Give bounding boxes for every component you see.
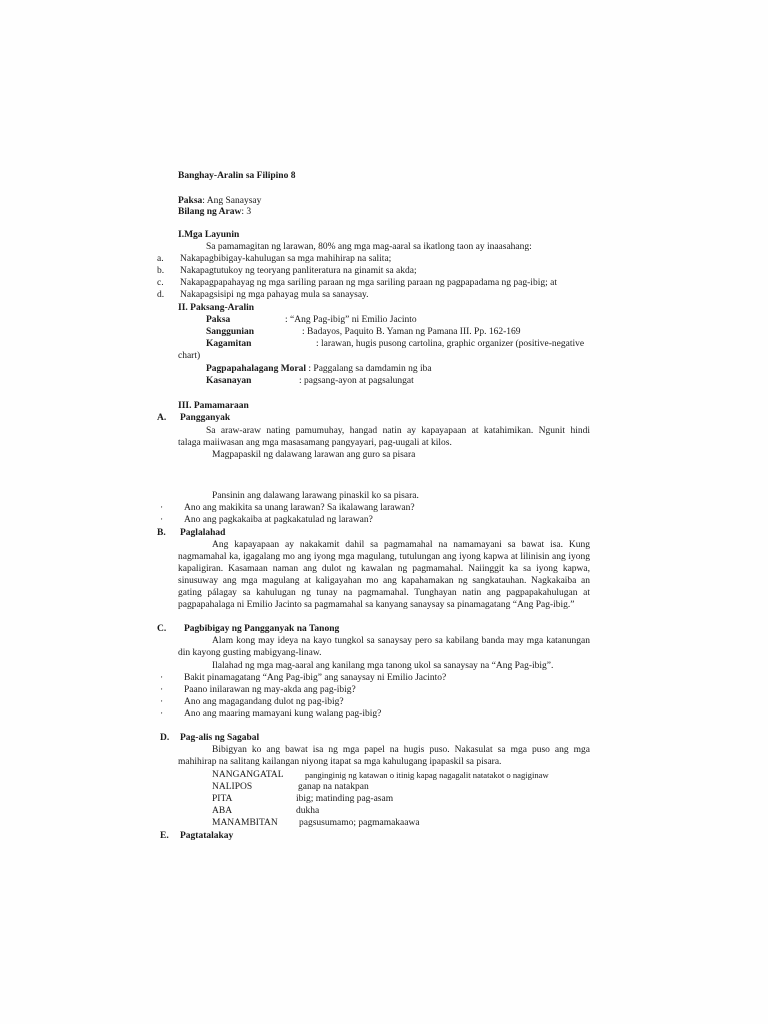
vocab-meaning: dukha xyxy=(296,806,320,816)
a-question-bullet: · xyxy=(160,515,164,525)
pa-moral-value: : Paggalang sa damdamin ng iba xyxy=(308,364,432,374)
c-question-2: Paano inilarawan ng may-akda ang pag-ibig? xyxy=(184,685,356,695)
vocab-meaning: pagsusumamo; pagmamakaawa xyxy=(299,818,420,828)
layunin-item-b: Nakapagtutukoy ng teoryang panliteratura na ginamit sa akda; xyxy=(180,266,417,276)
a-question-bullet: · xyxy=(160,503,164,513)
section-c-marker: C. xyxy=(157,624,167,634)
layunin-marker-a: a. xyxy=(157,254,164,264)
section-d-heading: Pag-alis ng Sagabal xyxy=(180,733,260,743)
layunin-marker-d: d. xyxy=(157,290,165,300)
a-instruction: Magpapaskil ng dalawang larawan ang guro sa pisara xyxy=(212,450,416,460)
paksang-aralin-heading: II. Paksang-Aralin xyxy=(178,303,255,313)
layunin-intro: Sa pamamagitan ng larawan, 80% ang mga mag-aaral sa ikatlong taon ay inaasahang: xyxy=(206,242,532,252)
c-line-2: din kayong gusting mabigyang-linaw. xyxy=(178,648,322,658)
pa-sanggunian-label: Sanggunian xyxy=(206,327,255,337)
d-line-2: mahihirap na salitang kailangan niyong itapat sa mga kahulugang ipapaskil sa pisara. xyxy=(178,757,502,767)
pa-kagamitan-label: Kagamitan xyxy=(206,339,252,349)
vocab-meaning: ibig; matinding pag-asam xyxy=(296,794,394,804)
vocab-word: ABA xyxy=(212,806,233,816)
a-question-2: Ano ang pagkakaiba at pagkakatulad ng larawan? xyxy=(184,515,373,525)
vocab-word: MANAMBITAN xyxy=(212,818,278,828)
c-question-1: Bakit pinamagatang “Ang Pag-ibig” ang sanaysay ni Emilio Jacinto? xyxy=(184,673,447,683)
c-line-3: Ilalahad ng mga mag-aaral ang kanilang mga tanong ukol sa sanaysay na “Ang Pag-ibig”. xyxy=(212,661,554,671)
vocab-meaning: ganap na natakpan xyxy=(298,782,369,792)
vocab-word: NALIPOS xyxy=(212,782,253,792)
pa-moral-label: Pagpapahalagang Moral xyxy=(206,364,307,374)
a-question-1: Ano ang makikita sa unang larawan? Sa ikalawang larawan? xyxy=(184,503,415,513)
vocab-word: NANGANGATAL xyxy=(212,770,284,780)
b-line: Ang kapayapaan ay nakakamit dahil sa pagmamahal na namamayani sa bawat isa. Kung xyxy=(212,540,590,550)
pa-kagamitan-value: : larawan, hugis pusong cartolina, graphic organizer (positive-negative xyxy=(316,339,585,349)
bilang-value: : 3 xyxy=(241,207,252,217)
pa-kasanayan-label: Kasanayan xyxy=(206,376,252,386)
c-question-bullet: · xyxy=(160,673,164,683)
pa-sanggunian-value: : Badayos, Paquito B. Yaman ng Pamana III. Pp. 162-169 xyxy=(302,327,521,337)
section-e-heading: Pagtatalakay xyxy=(180,831,234,841)
vocab-word: PITA xyxy=(212,794,233,804)
bilang-line xyxy=(178,206,251,218)
layunin-item-d: Nakapagsisipi ng mga pahayag mula sa sanaysay. xyxy=(180,290,369,300)
a-paragraph-line-2: talaga maiiwasan ang mga masasamang pangyayari, pag-uugali at kilos. xyxy=(178,438,452,448)
section-d-marker: D. xyxy=(160,733,170,743)
pamamaraan-heading: III. Pamamaraan xyxy=(178,401,249,411)
document-title: Banghay-Aralin sa Filipino 8 xyxy=(178,171,296,181)
layunin-marker-b: b. xyxy=(157,266,165,276)
c-line-1: Alam kong may ideya na kayo tungkol sa sanaysay pero sa kabilang banda may mga katanungan xyxy=(212,636,590,646)
d-line-1: Bibigyan ko ang bawat isa ng mga papel na hugis puso. Nakasulat sa mga puso ang mga xyxy=(212,745,590,755)
b-line: gating pálagay sa kahulugan ng tunay na pagmamahal. Tunghayan natin ang pagpapakahulugan at xyxy=(178,588,590,598)
c-question-bullet: · xyxy=(160,709,164,719)
pa-moral-line xyxy=(206,363,432,375)
b-line: sinusuway ang mga magulang at kaligayahan mo ang kapahamakan ng sangkatauhan. Nagkakaiba an xyxy=(178,576,590,586)
section-c-heading: Pagbibigay ng Pangganyak na Tanong xyxy=(184,624,340,634)
section-b-heading: Paglalahad xyxy=(180,528,226,538)
layunin-marker-c: c. xyxy=(157,278,164,288)
c-question-bullet: · xyxy=(160,685,164,695)
section-a-marker: A. xyxy=(157,413,167,423)
a-paragraph-line-1: Sa araw-araw nating pamumuhay, hangad natin ay kapayapaan at katahimikan. Ngunit hindi xyxy=(206,426,590,436)
c-question-3: Ano ang magagandang dulot ng pag-ibig? xyxy=(184,697,344,707)
paksa-value: : Ang Sanaysay xyxy=(202,196,262,206)
section-e-marker: E. xyxy=(160,831,169,841)
a-observe-line: Pansinin ang dalawang larawang pinaskil ko sa pisara. xyxy=(212,491,419,501)
c-question-4: Ano ang maaring mamayani kung walang pag-ibig? xyxy=(184,709,382,719)
pa-kagamitan-cont: chart) xyxy=(178,351,201,361)
section-a-heading: Pangganyak xyxy=(180,413,231,423)
layunin-heading: I.Mga Layunin xyxy=(178,230,240,240)
paksa-label: Paksa xyxy=(178,196,203,206)
layunin-item-c: Nakapagpapahayag ng mga sariling paraan ng mga sariling paraan ng pagpapadama ng pag-ibig; at xyxy=(180,278,557,288)
section-b-marker: B. xyxy=(157,528,166,538)
b-line: pagpapahalaga ni Emilio Jacinto sa pagmamahal sa kanyang sanaysay sa pinamagatang “Ang Pag-ibig.” xyxy=(178,600,575,610)
pa-paksa-value: : “Ang Pag-ibig” ni Emilio Jacinto xyxy=(285,315,417,325)
b-line: nagmamahal ka, igagalang mo ang iyong mga magulang, tutulungan ang iyong kapwa at lilinisin ang iyong xyxy=(178,552,590,562)
c-question-bullet: · xyxy=(160,697,164,707)
bilang-label: Bilang ng Araw xyxy=(178,207,242,217)
pa-kasanayan-value: : pagsang-ayon at pagsalungat xyxy=(299,376,414,386)
pa-paksa-label: Paksa xyxy=(206,315,231,325)
b-line: kapaligiran. Kasamaan naman ang dulot ng kawalan ng pagmamahal. Naiinggit ka sa iyong kapwa, xyxy=(178,564,590,574)
vocab-meaning: panginginig ng katawan o itinig kapag nagagalit natatakot o nagiginaw xyxy=(305,770,549,780)
layunin-item-a: Nakapagbibigay-kahulugan sa mga mahihirap na salita; xyxy=(180,254,392,264)
